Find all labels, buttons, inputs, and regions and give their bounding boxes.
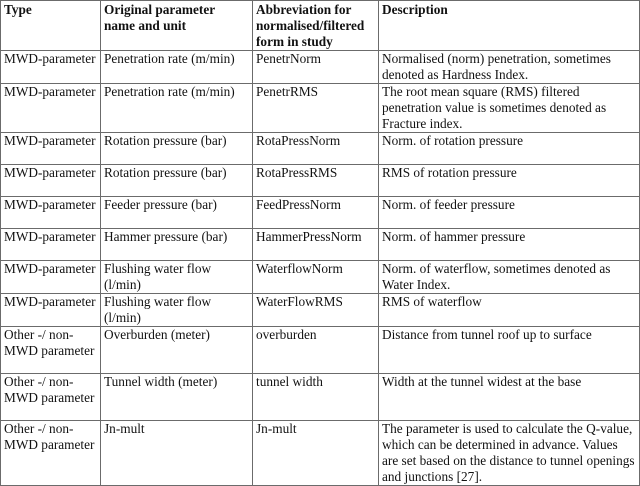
cell-type: MWD-parameter <box>1 229 101 261</box>
cell-type: MWD-parameter <box>1 261 101 294</box>
cell-original: Overburden (meter) <box>101 327 253 374</box>
cell-abbreviation: RotaPressNorm <box>253 133 379 165</box>
header-type: Type <box>1 1 101 51</box>
table-row <box>1 197 640 229</box>
cell-description: RMS of rotation pressure <box>379 165 640 197</box>
table-row <box>1 133 640 165</box>
cell-description: Distance from tunnel roof up to surface <box>379 327 640 374</box>
cell-original: Tunnel width (meter) <box>101 374 253 421</box>
cell-abbreviation: HammerPressNorm <box>253 229 379 261</box>
cell-type: MWD-parameter <box>1 84 101 133</box>
cell-description: Norm. of feeder pressure <box>379 197 640 229</box>
table-row <box>1 229 640 261</box>
cell-abbreviation: FeedPressNorm <box>253 197 379 229</box>
table-row <box>1 374 640 421</box>
table-row <box>1 294 640 327</box>
cell-original: Feeder pressure (bar) <box>101 197 253 229</box>
cell-abbreviation: WaterflowNorm <box>253 261 379 294</box>
table-row <box>1 327 640 374</box>
cell-type: MWD-parameter <box>1 133 101 165</box>
table-row <box>1 421 640 486</box>
cell-description: Norm. of rotation pressure <box>379 133 640 165</box>
table-row <box>1 84 640 133</box>
cell-abbreviation: tunnel width <box>253 374 379 421</box>
table-row <box>1 51 640 84</box>
cell-abbreviation: RotaPressRMS <box>253 165 379 197</box>
cell-original: Hammer pressure (bar) <box>101 229 253 261</box>
cell-description: Norm. of waterflow, sometimes denoted as Water Index. <box>379 261 640 294</box>
table-row <box>1 165 640 197</box>
cell-abbreviation: PenetrRMS <box>253 84 379 133</box>
header-description: Description <box>379 1 640 51</box>
cell-original: Flushing water flow (l/min) <box>101 261 253 294</box>
cell-type: MWD-parameter <box>1 165 101 197</box>
table-row <box>1 261 640 294</box>
cell-description: Width at the tunnel widest at the base <box>379 374 640 421</box>
cell-abbreviation: overburden <box>253 327 379 374</box>
cell-original: Flushing water flow (l/min) <box>101 294 253 327</box>
header-abbreviation: Abbreviation for normalised/filtered form in study <box>253 1 379 51</box>
cell-type: MWD-parameter <box>1 197 101 229</box>
cell-description: RMS of waterflow <box>379 294 640 327</box>
cell-abbreviation: Jn-mult <box>253 421 379 486</box>
cell-description: The parameter is used to calculate the Q-value, which can be determined in advance. Values are set based on the distance to tunnel openings and junctions [27]. <box>379 421 640 486</box>
cell-type: Other -/ non-MWD parameter <box>1 421 101 486</box>
header-original-parameter: Original parameter name and unit <box>101 1 253 51</box>
cell-abbreviation: WaterFlowRMS <box>253 294 379 327</box>
cell-original: Penetration rate (m/min) <box>101 84 253 133</box>
cell-abbreviation: PenetrNorm <box>253 51 379 84</box>
cell-type: MWD-parameter <box>1 294 101 327</box>
cell-type: Other -/ non-MWD parameter <box>1 327 101 374</box>
cell-original: Rotation pressure (bar) <box>101 165 253 197</box>
header-row <box>1 1 640 51</box>
cell-type: MWD-parameter <box>1 51 101 84</box>
cell-original: Rotation pressure (bar) <box>101 133 253 165</box>
cell-description: Normalised (norm) penetration, sometimes denoted as Hardness Index. <box>379 51 640 84</box>
cell-original: Penetration rate (m/min) <box>101 51 253 84</box>
cell-type: Other -/ non-MWD parameter <box>1 374 101 421</box>
cell-description: The root mean square (RMS) filtered penetration value is sometimes denoted as Fracture index. <box>379 84 640 133</box>
cell-original: Jn-mult <box>101 421 253 486</box>
cell-description: Norm. of hammer pressure <box>379 229 640 261</box>
